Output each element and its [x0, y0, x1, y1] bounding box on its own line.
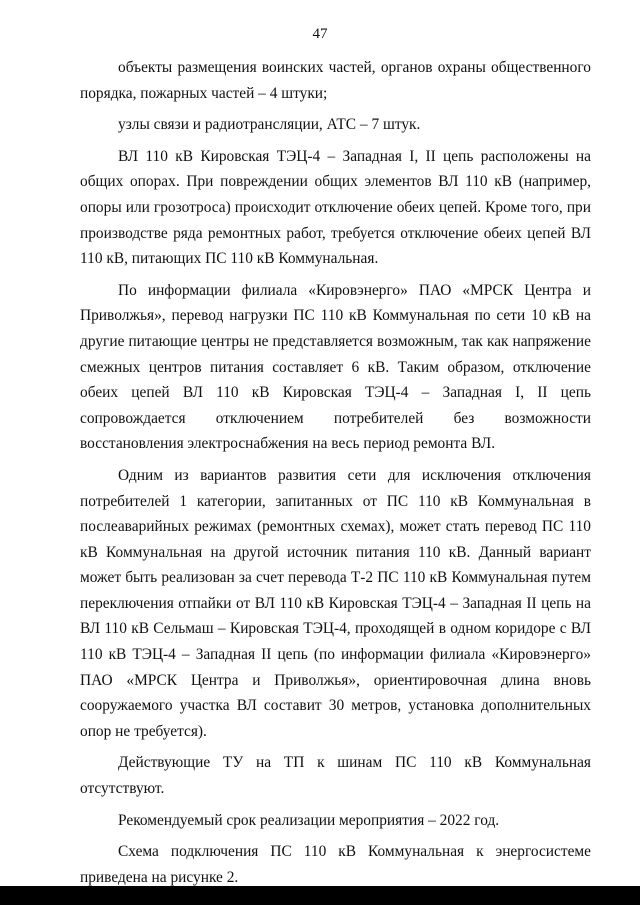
- scan-bottom-border: [0, 886, 640, 905]
- paragraph-technical-conditions: Действующие ТУ на ТП к шинам ПС 110 кВ Коммунальная отсутствуют.: [80, 754, 591, 798]
- paragraph-branch-information: По информации филиала «Кировэнерго» ПАО «МРСК Центра и Приволжья», перевод нагрузки ПС 110 кВ Коммунальная по сети 10 кВ на другие питающие центры не представляется возможным, так как напряжение смежных центров питания составляет 6 кВ. Таким образом, отключение обеих цепей ВЛ 110 кВ Кировская ТЭЦ-4 – Западная I, II цепь сопровождается отключением потребителей без возможности восстановления электроснабжения на весь период ремонта ВЛ.: [80, 281, 591, 453]
- page-number: 47: [312, 26, 328, 42]
- paragraph-objects-list: объекты размещения воинских частей, органов охраны общественного порядка, пожарных частей – 4 штуки;: [80, 59, 591, 102]
- paragraph-figure-reference: Схема подключения ПС 110 кВ Коммунальная к энергосистеме приведена на рисунке 2.: [80, 843, 591, 886]
- document-body: [80, 55, 591, 896]
- paragraph-implementation-date: Рекомендуемый срок реализации мероприятия – 2022 год.: [118, 811, 500, 829]
- paragraph-development-option: Одним из вариантов развития сети для исключения отключения потребителей 1 категории, запитанных от ПС 110 кВ Коммунальная в послеаварийных режимах (ремонтных схемах), может стать перевод ПС 110 кВ Коммунальная на другой источник питания 110 кВ. Данный вариант может быть реализован за счет перевода Т-2 ПС 110 кВ Коммунальная путем переключения отпайки от ВЛ 110 кВ Кировская ТЭЦ-4 – Западная II цепь на ВЛ 110 кВ Сельмаш – Кировская ТЭЦ-4, проходящей в одном коридоре с ВЛ 110 кВ ТЭЦ-4 – Западная II цепь (по информации филиала «Кировэнерго» ПАО «МРСК Центра и Приволжья», ориентировочная длина вновь сооружаемого участка ВЛ составит 30 метров, установка дополнительных опор не требуется).: [80, 466, 591, 740]
- paragraph-communication-nodes: узлы связи и радиотрансляции, АТС – 7 штук.: [118, 116, 421, 134]
- paragraph-line-description: ВЛ 110 кВ Кировская ТЭЦ-4 – Западная I, II цепь расположены на общих опорах. При повреждении общих элементов ВЛ 110 кВ (например, опоры или грозотроса) происходит отключение обеих цепей. Кроме того, при производстве ряда ремонтных работ, требуется отключение обеих цепей ВЛ 110 кВ, питающих ПС 110 кВ Коммунальная.: [80, 147, 591, 268]
